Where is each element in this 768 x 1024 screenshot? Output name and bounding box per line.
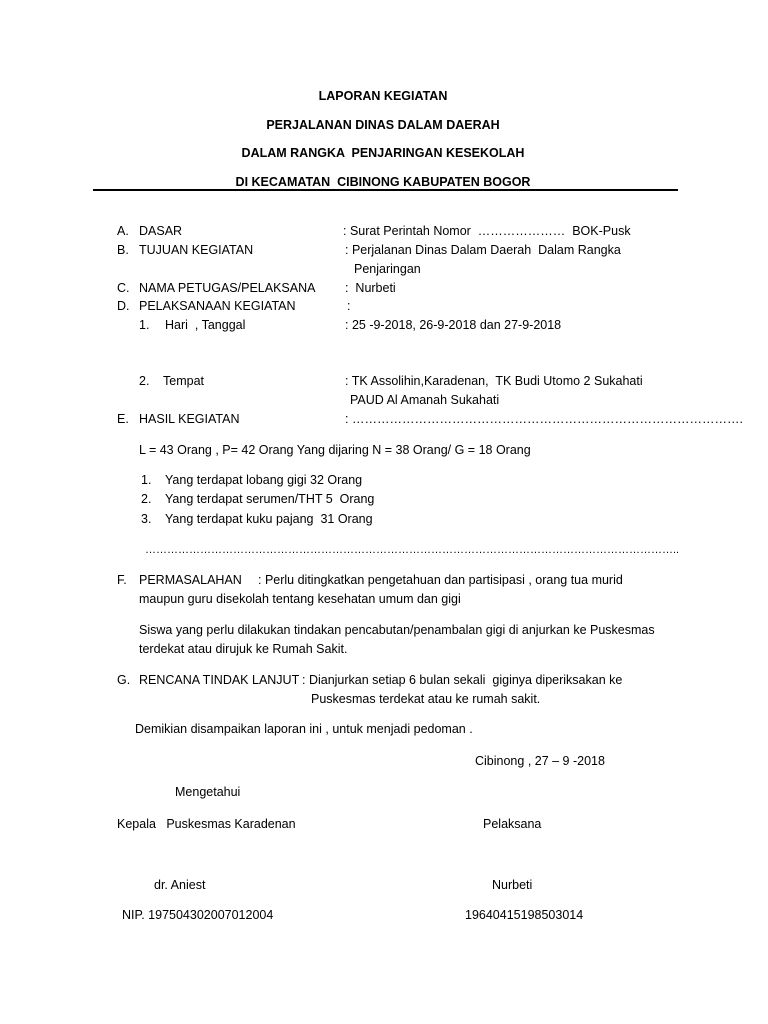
section-f-value-cont: maupun guru disekolah tentang kesehatan umum dan gigi: [139, 592, 461, 606]
section-a-label: DASAR: [139, 224, 183, 238]
section-e-item-3-text: Yang terdapat kuku pajang 31 Orang: [165, 512, 373, 526]
section-e-dots: ………………………………………………………………………………………………………………………………..: [145, 544, 680, 556]
section-d-sub1-value: : 25 -9-2018, 26-9-2018 dan 27-9-2018: [345, 318, 562, 332]
section-b-value: : Perjalanan Dinas Dalam Daerah Dalam Rangka: [345, 243, 621, 257]
right-signer-name: Nurbeti: [492, 878, 533, 892]
report-subtitle-1: PERJALANAN DINAS DALAM DAERAH: [266, 118, 500, 132]
section-g-value-cont: Puskesmas terdekat atau ke rumah sakit.: [311, 692, 541, 706]
section-d-sub2-label: Tempat: [163, 374, 204, 388]
section-d-sub1-number: 1.: [139, 318, 150, 332]
section-f-label: PERMASALAHAN: [139, 573, 242, 587]
closing-statement: Demikian disampaikan laporan ini , untuk menjadi pedoman .: [135, 722, 473, 736]
section-d-sub2-value: : TK Assolihin,Karadenan, TK Budi Utomo 2 Sukahati: [345, 374, 643, 388]
section-d-sub1-label: Hari , Tanggal: [165, 318, 246, 332]
section-c-label: NAMA PETUGAS/PELAKSANA: [139, 281, 316, 295]
section-f-paragraph-2: terdekat atau dirujuk ke Rumah Sakit.: [139, 642, 348, 656]
section-d-sub2-value-cont: PAUD Al Amanah Sukahati: [350, 393, 500, 407]
report-subtitle-2: DALAM RANGKA PENJARINGAN KESEKOLAH: [241, 146, 525, 160]
section-e-item-2-number: 2.: [141, 492, 152, 506]
section-e-label: HASIL KEGIATAN: [139, 412, 240, 426]
left-signer-name: dr. Aniest: [154, 878, 206, 892]
section-g-letter: G.: [117, 673, 131, 687]
left-signer-nip: NIP. 197504302007012004: [122, 908, 274, 922]
section-e-item-1-number: 1.: [141, 473, 152, 487]
section-e-item-2-text: Yang terdapat serumen/THT 5 Orang: [165, 492, 375, 506]
report-title: LAPORAN KEGIATAN: [318, 89, 448, 103]
section-c-value: : Nurbeti: [345, 281, 396, 295]
left-signer-title: Kepala Puskesmas Karadenan: [117, 817, 296, 831]
section-b-letter: B.: [117, 243, 129, 257]
section-g-value: : Dianjurkan setiap 6 bulan sekali giginya diperiksakan ke: [302, 673, 623, 687]
right-signer-title: Pelaksana: [483, 817, 542, 831]
section-c-letter: C.: [117, 281, 130, 295]
section-f-paragraph-1: Siswa yang perlu dilakukan tindakan pencabutan/penambalan gigi di anjurkan ke Puskesmas: [139, 623, 655, 637]
section-f-value: : Perlu ditingkatkan pengetahuan dan partisipasi , orang tua murid: [258, 573, 623, 587]
mengetahui-label: Mengetahui: [175, 785, 241, 799]
section-e-item-3-number: 3.: [141, 512, 152, 526]
section-e-item-1-text: Yang terdapat lobang gigi 32 Orang: [165, 473, 363, 487]
section-b-value-cont: Penjaringan: [354, 262, 421, 276]
right-signer-nip: 19640415198503014: [465, 908, 584, 922]
section-e-letter: E.: [117, 412, 129, 426]
section-f-letter: F.: [117, 573, 127, 587]
section-a-letter: A.: [117, 224, 129, 238]
place-date: Cibinong , 27 – 9 -2018: [475, 754, 605, 768]
section-b-label: TUJUAN KEGIATAN: [139, 243, 254, 257]
report-subtitle-3: DI KECAMATAN CIBINONG KABUPATEN BOGOR: [235, 175, 531, 189]
section-d-value: :: [347, 299, 351, 313]
header-divider: [93, 189, 678, 191]
section-e-summary: L = 43 Orang , P= 42 Orang Yang dijaring N = 38 Orang/ G = 18 Orang: [139, 443, 531, 457]
section-d-sub2-number: 2.: [139, 374, 150, 388]
section-d-label: PELAKSANAAN KEGIATAN: [139, 299, 296, 313]
section-d-letter: D.: [117, 299, 130, 313]
section-e-value: : ………………………………………………………………………………….: [345, 412, 743, 426]
section-a-value: : Surat Perintah Nomor ………………… BOK-Pusk: [343, 224, 631, 238]
section-g-label: RENCANA TINDAK LANJUT: [139, 673, 300, 687]
